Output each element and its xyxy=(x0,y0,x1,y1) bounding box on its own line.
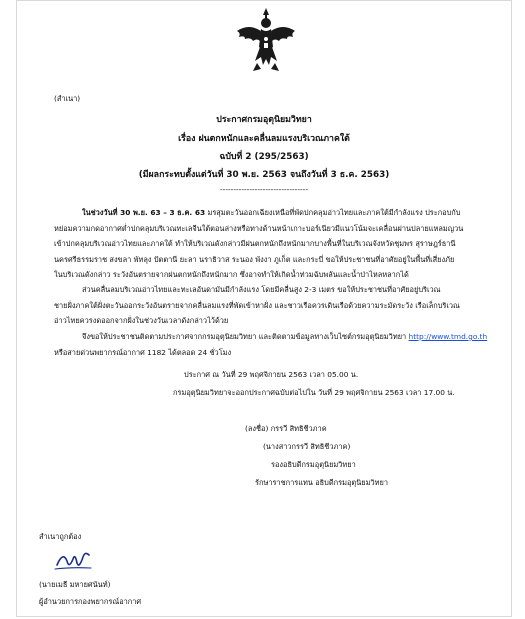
announcement-title: ประกาศกรมอุตุนิยมวิทยา xyxy=(216,115,312,125)
issue-number: ฉบับที่ 2 (295/2563) xyxy=(219,152,309,162)
announcement-subject: เรื่อง ฝนตกหนักและคลื่นลมแรงบริเวณภาคใต้ xyxy=(178,134,350,144)
paragraph-forecast xyxy=(54,205,463,283)
announced-datetime: ประกาศ ณ วันที่ 29 พฤศจิกายน 2563 เวลา 05.00 น. xyxy=(184,370,359,379)
certifier-name: (นายเมธี มหายศนันท์) xyxy=(39,580,111,589)
paragraph-waves-line: ชายฝั่งภาคใต้ฝั่งตะวันออกระวังอันตรายจากคลื่นลมแรงที่พัดเข้าหาฝั่ง และชาวเรือควรเดินเรือด้วยความระมัดระวัง เรือเล็กบริเวณ xyxy=(54,300,460,310)
paragraph-waves-line: อ่าวไทยควรงดออกจากฝั่งในช่วงวันเวลาดังกล่าวไว้ด้วย xyxy=(54,316,229,325)
signed-line: (ลงชื่อ) กรรวี สิทธิชีวภาค xyxy=(245,424,327,433)
garuda-emblem-icon xyxy=(231,5,301,75)
certified-copy-label: สำเนาถูกต้อง xyxy=(39,532,82,541)
copy-note: (สำเนา) xyxy=(54,94,81,103)
follow-up-text: จึงขอให้ประชาชนติดตามประกาศจากกรมอุตุนิยมวิทยา และติดตามข้อมูลทางเว็บไซต์กรมอุตุนิยมวิทยา xyxy=(82,332,407,341)
tmd-website-link[interactable]: http://www.tmd.go.th xyxy=(408,332,488,341)
paragraph-forecast-line: นครศรีธรรมราช สงขลา พัทลุง ปัตตานี ยะลา นราธิวาส ระนอง พังงา ภูเก็ต และกระบี่ ขอให้ประชาชนที่อาศัยอยู่ในพื้นที่เสี่ยงภัย xyxy=(54,254,455,264)
signatory-name: (นางสาวกรรวี สิทธิชีวภาค) xyxy=(263,442,351,451)
handwritten-signature-icon xyxy=(53,547,93,573)
paragraph-forecast-line: ในบริเวณดังกล่าว ระวังอันตรายจากฝนตกหนักถึงหนักมาก ซึ่งอาจทำให้เกิดน้ำท่วมฉับพลันและน้ำป่าไหลหลากได้ xyxy=(54,270,409,279)
paragraph-waves-line: ส่วนคลื่นลมบริเวณอ่าวไทยและทะเลอันดามันมีกำลังแรง โดยมีคลื่นสูง 2-3 เมตร ขอให้ประชาชนที่อาศัยอยู่บริเวณ xyxy=(82,285,441,294)
signatory-acting-position: รักษาราชการแทน อธิบดีกรมอุตุนิยมวิทยา xyxy=(255,478,388,487)
paragraph-forecast-line xyxy=(54,205,463,221)
forecast-line-1-rest: มรสุมตะวันออกเฉียงเหนือที่พัดปกคลุมอ่าวไทยและภาคใต้มีกำลังแรง ประกอบกับ xyxy=(205,208,461,217)
paragraph-follow-up-line xyxy=(54,329,487,345)
paragraph-forecast-line: เข้าปกคลุมบริเวณอ่าวไทยและภาคใต้ ทำให้บริเวณดังกล่าวมีฝนตกหนักถึงหนักมากบางพื้นที่ในบริเวณจังหวัดชุมพร สุราษฎร์ธานี xyxy=(54,239,456,248)
effective-period: (มีผลกระทบตั้งแต่วันที่ 30 พ.ย. 2563 จนถึงวันที่ 3 ธ.ค. 2563) xyxy=(138,170,390,180)
paragraph-follow-up-line: หรือสายด่วนพยากรณ์อากาศ 1182 ได้ตลอด 24 ชั่วโมง xyxy=(54,347,232,357)
certifier-position: ผู้อำนวยการกองพยากรณ์อากาศ xyxy=(39,597,142,606)
signatory-position: รองอธิบดีกรมอุตุนิยมวิทยา xyxy=(271,460,356,469)
separator-line: --------------------------------- xyxy=(219,185,308,194)
paragraph-forecast-line: หย่อมความกดอากาศต่ำปกคลุมบริเวณทะเลจีนใต้ตอนล่างหรือทางด้านหน้าเกาะบอร์เนียวมีแนวโน้มจะเคลื่อนผ่านปลายแหลมญวน xyxy=(54,223,464,233)
document-page xyxy=(16,0,512,617)
paragraph-follow-up xyxy=(54,329,487,360)
forecast-period-lead: ในช่วงวันที่ 30 พ.ย. 63 – 3 ธ.ค. 63 xyxy=(82,208,206,217)
next-issue-notice: กรมอุตุนิยมวิทยาจะออกประกาศฉบับต่อไปใน วันที่ 29 พฤศจิกายน 2563 เวลา 17.00 น. xyxy=(173,388,455,397)
paragraph-waves xyxy=(54,282,460,329)
